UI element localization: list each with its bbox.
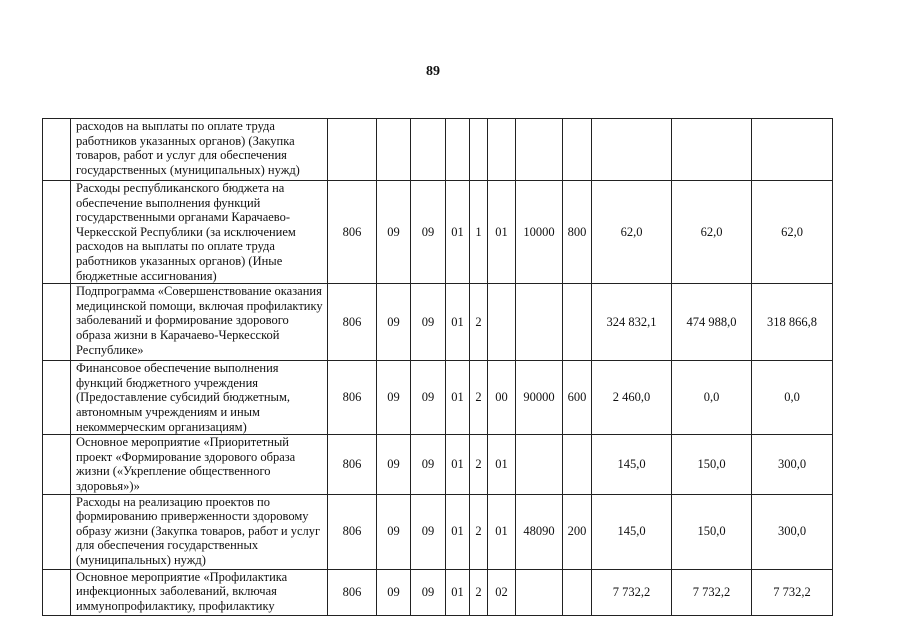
- event-code: [488, 284, 516, 361]
- page-number: 89: [426, 64, 440, 79]
- subprogram-code: [470, 119, 488, 181]
- row-margin-cell: [43, 494, 71, 569]
- section-code: 09: [377, 435, 411, 494]
- amount-year-1: 2 460,0: [592, 361, 672, 435]
- program-code: 01: [446, 361, 470, 435]
- amount-year-2: 474 988,0: [672, 284, 752, 361]
- amount-year-2: [672, 119, 752, 181]
- table-row: [43, 435, 833, 494]
- amount-year-1: [592, 119, 672, 181]
- row-description: расходов на выплаты по оплате труда работников указанных органов) (Закупка товаров, работ и услуг для обеспечения государственных (муниципальных) нужд): [71, 119, 328, 181]
- program-code: 01: [446, 569, 470, 615]
- table-row: [43, 569, 833, 615]
- subsection-code: 09: [411, 361, 446, 435]
- section-code: 09: [377, 494, 411, 569]
- subsection-code: 09: [411, 284, 446, 361]
- program-code: [446, 119, 470, 181]
- event-code: 01: [488, 181, 516, 284]
- expense-type-code: [563, 284, 592, 361]
- amount-year-1: 62,0: [592, 181, 672, 284]
- admin-code: 806: [328, 361, 377, 435]
- subprogram-code: 2: [470, 494, 488, 569]
- amount-year-3: 62,0: [752, 181, 833, 284]
- amount-year-3: [752, 119, 833, 181]
- direction-code: 90000: [516, 361, 563, 435]
- amount-year-2: 0,0: [672, 361, 752, 435]
- expense-type-code: 800: [563, 181, 592, 284]
- subsection-code: 09: [411, 494, 446, 569]
- subprogram-code: 2: [470, 569, 488, 615]
- expense-type-code: [563, 435, 592, 494]
- admin-code: 806: [328, 569, 377, 615]
- program-code: 01: [446, 284, 470, 361]
- row-description: Финансовое обеспечение выполнения функций бюджетного учреждения (Предоставление субсидий бюджетным, автономным учреждениям и иным некоммерческим организациям): [71, 361, 328, 435]
- admin-code: 806: [328, 435, 377, 494]
- row-description: Подпрограмма «Совершенствование оказания медицинской помощи, включая профилактику заболеваний и формирование здорового образа жизни в Карачаево-Черкесской Республике»: [71, 284, 328, 361]
- amount-year-1: 324 832,1: [592, 284, 672, 361]
- row-description: Основное мероприятие «Приоритетный проект «Формирование здорового образа жизни («Укрепление общественного здоровья»)»: [71, 435, 328, 494]
- subsection-code: 09: [411, 435, 446, 494]
- table-row: [43, 181, 833, 284]
- event-code: 00: [488, 361, 516, 435]
- event-code: 02: [488, 569, 516, 615]
- amount-year-3: 300,0: [752, 494, 833, 569]
- table-row: [43, 119, 833, 181]
- section-code: 09: [377, 284, 411, 361]
- admin-code: 806: [328, 284, 377, 361]
- row-margin-cell: [43, 181, 71, 284]
- amount-year-3: 0,0: [752, 361, 833, 435]
- amount-year-1: 145,0: [592, 494, 672, 569]
- subsection-code: [411, 119, 446, 181]
- subprogram-code: 2: [470, 435, 488, 494]
- program-code: 01: [446, 181, 470, 284]
- direction-code: [516, 119, 563, 181]
- expense-type-code: 200: [563, 494, 592, 569]
- direction-code: [516, 569, 563, 615]
- direction-code: [516, 284, 563, 361]
- expense-type-code: [563, 569, 592, 615]
- table-row: [43, 494, 833, 569]
- expense-type-code: [563, 119, 592, 181]
- amount-year-3: 7 732,2: [752, 569, 833, 615]
- admin-code: 806: [328, 181, 377, 284]
- row-margin-cell: [43, 284, 71, 361]
- row-description: Основное мероприятие «Профилактика инфекционных заболеваний, включая иммунопрофилактику, профилактику: [71, 569, 328, 615]
- row-description: Расходы на реализацию проектов по формированию приверженности здоровому образу жизни (Закупка товаров, работ и услуг для обеспечения государственных (муниципальных) нужд): [71, 494, 328, 569]
- program-code: 01: [446, 494, 470, 569]
- amount-year-2: 62,0: [672, 181, 752, 284]
- amount-year-2: 7 732,2: [672, 569, 752, 615]
- row-margin-cell: [43, 361, 71, 435]
- row-margin-cell: [43, 569, 71, 615]
- subprogram-code: 2: [470, 284, 488, 361]
- amount-year-3: 300,0: [752, 435, 833, 494]
- amount-year-1: 145,0: [592, 435, 672, 494]
- budget-table: [42, 118, 833, 616]
- event-code: [488, 119, 516, 181]
- admin-code: 806: [328, 494, 377, 569]
- section-code: [377, 119, 411, 181]
- row-margin-cell: [43, 435, 71, 494]
- amount-year-2: 150,0: [672, 435, 752, 494]
- section-code: 09: [377, 181, 411, 284]
- row-margin-cell: [43, 119, 71, 181]
- program-code: 01: [446, 435, 470, 494]
- subsection-code: 09: [411, 569, 446, 615]
- direction-code: 48090: [516, 494, 563, 569]
- subsection-code: 09: [411, 181, 446, 284]
- direction-code: [516, 435, 563, 494]
- direction-code: 10000: [516, 181, 563, 284]
- admin-code: [328, 119, 377, 181]
- table-row: [43, 361, 833, 435]
- amount-year-1: 7 732,2: [592, 569, 672, 615]
- table-row: [43, 284, 833, 361]
- subprogram-code: 1: [470, 181, 488, 284]
- event-code: 01: [488, 494, 516, 569]
- event-code: 01: [488, 435, 516, 494]
- amount-year-2: 150,0: [672, 494, 752, 569]
- expense-type-code: 600: [563, 361, 592, 435]
- amount-year-3: 318 866,8: [752, 284, 833, 361]
- subprogram-code: 2: [470, 361, 488, 435]
- section-code: 09: [377, 569, 411, 615]
- row-description: Расходы республиканского бюджета на обеспечение выполнения функций государственными органами Карачаево-Черкесской Республики (за исключением расходов на выплаты по оплате труда работников указанных органов) (Иные бюджетные ассигнования): [71, 181, 328, 284]
- section-code: 09: [377, 361, 411, 435]
